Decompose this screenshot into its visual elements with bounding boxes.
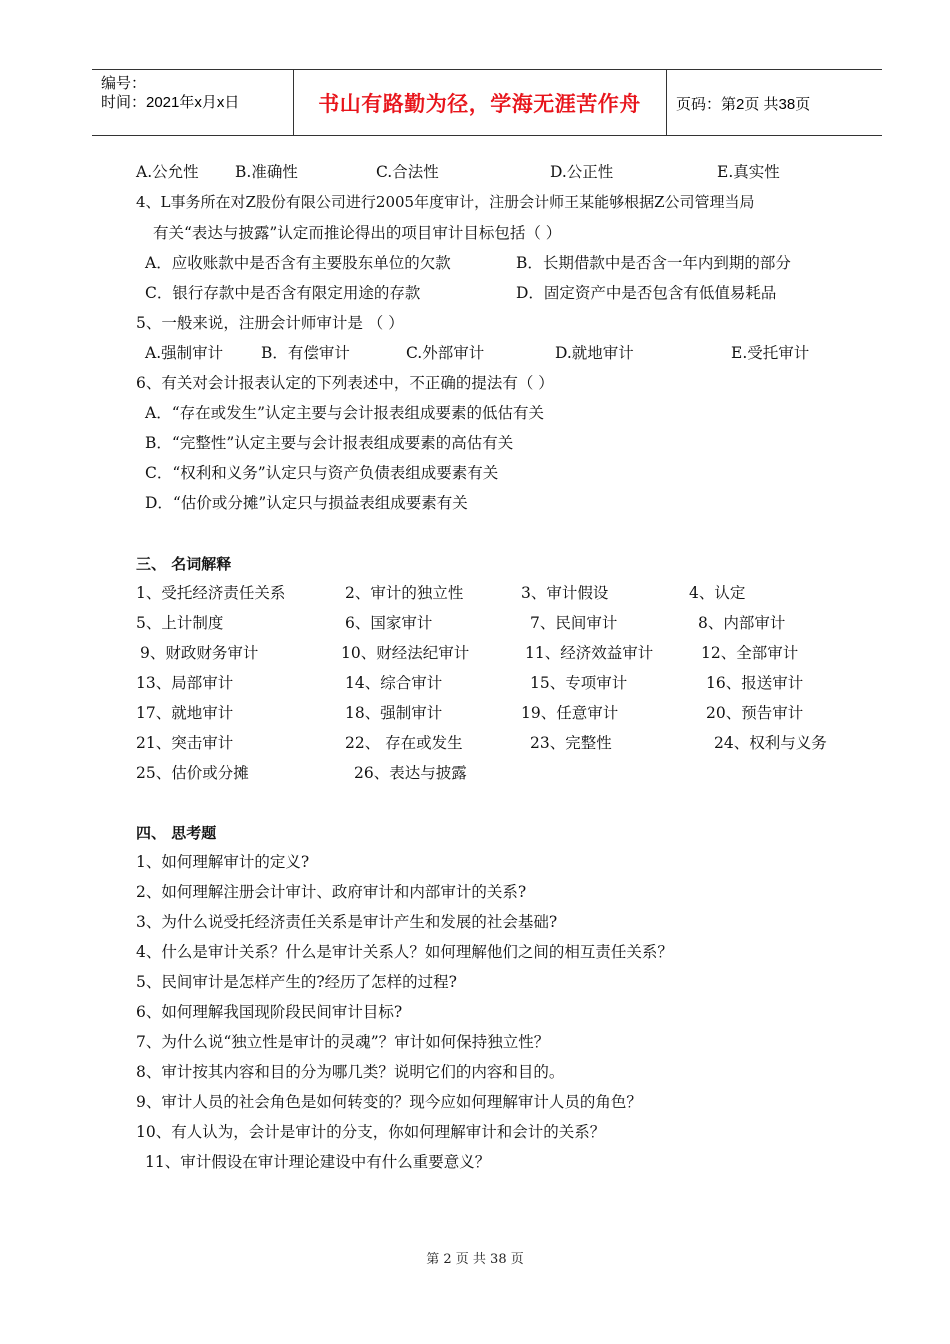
question: 8、审计按其内容和目的分为哪几类？说明它们的内容和目的。	[136, 1063, 565, 1081]
q4-stem-line1: 4、L事务所在对Z股份有限公司进行2005年度审计，注册会计师王某能够根据Z公司管理当局	[136, 193, 755, 211]
q3-option-e: E.真实性	[717, 163, 780, 181]
q5-option-d: D.就地审计	[555, 344, 634, 362]
q4-stem-line2: 有关“表达与披露”认定而推论得出的项目审计目标包括（ ）	[153, 224, 562, 242]
time-label: 时间：2021年x月x日	[101, 94, 240, 111]
term: 14、综合审计	[345, 674, 443, 692]
header-motto: 书山有路勤为径，学海无涯苦作舟	[318, 92, 641, 116]
q3-option-b: B.准确性	[235, 163, 298, 181]
question: 7、为什么说“独立性是审计的灵魂”？审计如何保持独立性？	[136, 1033, 550, 1051]
term: 7、民间审计	[530, 614, 618, 632]
q5-option-b: B．有偿审计	[261, 344, 350, 362]
question: 10、有人认为，会计是审计的分支，你如何理解审计和会计的关系？	[136, 1123, 606, 1141]
question: 3、为什么说受托经济责任关系是审计产生和发展的社会基础?	[136, 913, 558, 931]
term: 18、强制审计	[345, 704, 443, 722]
question: 2、如何理解注册会计审计、政府审计和内部审计的关系?	[136, 883, 527, 901]
header-meta	[101, 74, 239, 112]
header-top-rule	[92, 69, 882, 70]
question: 4、什么是审计关系？什么是审计关系人？如何理解他们之间的相互责任关系？	[136, 943, 673, 961]
term: 13、局部审计	[136, 674, 234, 692]
term: 24、权利与义务	[714, 734, 827, 752]
term: 12、全部审计	[701, 644, 799, 662]
term: 26、表达与披露	[354, 764, 467, 782]
q3-option-a: A.公允性	[136, 163, 199, 181]
term: 15、专项审计	[530, 674, 628, 692]
q5-option-a: A.强制审计	[145, 344, 224, 362]
term: 9、财政财务审计	[140, 644, 259, 662]
section3-title: 三、 名词解释	[136, 555, 232, 573]
q6-option-c: C．“权利和义务”认定只与资产负债表组成要素有关	[145, 464, 499, 482]
term: 5、上计制度	[136, 614, 224, 632]
term: 19、任意审计	[521, 704, 619, 722]
q6-option-a: A．“存在或发生”认定主要与会计报表组成要素的低估有关	[145, 404, 545, 422]
q4-option-b: B．长期借款中是否含一年内到期的部分	[516, 254, 791, 272]
header-divider-2	[666, 69, 667, 135]
question: 1、如何理解审计的定义?	[136, 853, 310, 871]
question: 6、如何理解我国现阶段民间审计目标?	[136, 1003, 403, 1021]
question: 5、民间审计是怎样产生的?经历了怎样的过程?	[136, 973, 457, 991]
section4-title: 四、 思考题	[136, 824, 217, 842]
term: 2、审计的独立性	[345, 584, 464, 602]
term: 3、审计假设	[521, 584, 609, 602]
code-label: 编号：	[101, 75, 147, 92]
q3-option-c: C.合法性	[376, 163, 439, 181]
q6-stem: 6、有关对会计报表认定的下列表述中，不正确的提法有（ ）	[136, 374, 554, 392]
term: 10、财经法纪审计	[341, 644, 470, 662]
page-footer: 第 2 页 共 38 页	[426, 1252, 524, 1267]
q6-option-d: D．“估价或分摊”认定只与损益表组成要素有关	[145, 494, 468, 512]
term: 4、认定	[689, 584, 746, 602]
term: 1、受托经济责任关系	[136, 584, 286, 602]
header-bottom-rule	[92, 135, 882, 136]
term: 8、内部审计	[698, 614, 786, 632]
term: 6、国家审计	[345, 614, 433, 632]
q4-option-c: C．银行存款中是否含有限定用途的存款	[145, 284, 421, 302]
q4-option-d: D．固定资产中是否包含有低值易耗品	[516, 284, 777, 302]
term: 22、 存在或发生	[345, 734, 463, 752]
term: 11、经济效益审计	[525, 644, 654, 662]
term: 25、估价或分摊	[136, 764, 249, 782]
term: 17、就地审计	[136, 704, 234, 722]
question: 9、审计人员的社会角色是如何转变的？现今应如何理解审计人员的角色？	[136, 1093, 642, 1111]
term: 21、突击审计	[136, 734, 234, 752]
q5-option-c: C.外部审计	[406, 344, 485, 362]
q5-option-e: E.受托审计	[731, 344, 810, 362]
q5-stem: 5、一般来说，注册会计师审计是 （ ）	[136, 314, 404, 332]
term: 16、报送审计	[706, 674, 804, 692]
q3-option-d: D.公正性	[550, 163, 614, 181]
q6-option-b: B．“完整性”认定主要与会计报表组成要素的高估有关	[145, 434, 514, 452]
q4-option-a: A．应收账款中是否含有主要股东单位的欠款	[145, 254, 451, 272]
term: 23、完整性	[530, 734, 612, 752]
term: 20、预告审计	[706, 704, 804, 722]
header-page-code: 页码：第2页 共38页	[676, 96, 811, 113]
question: 11、审计假设在审计理论建设中有什么重要意义？	[145, 1153, 491, 1171]
